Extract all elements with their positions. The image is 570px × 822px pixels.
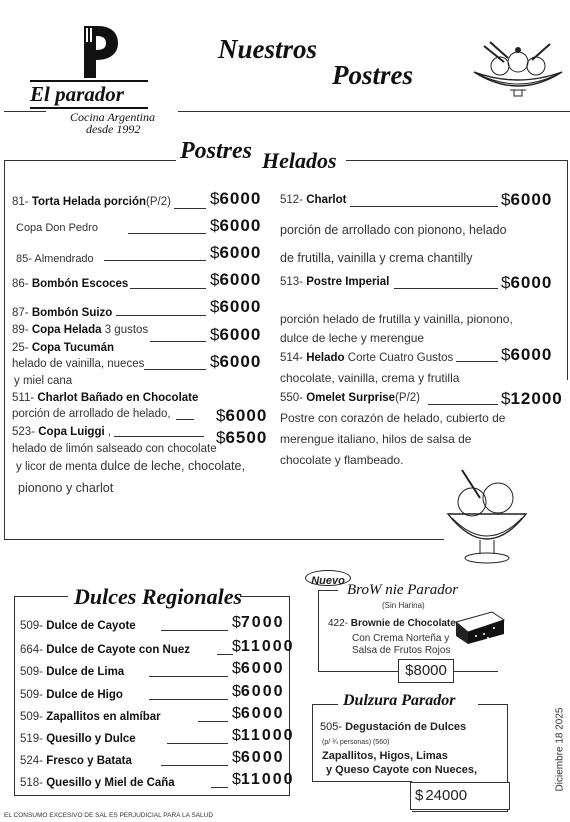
table-row (20, 777, 175, 789)
item-num: 524- (20, 755, 44, 767)
helados-title-1: Postres (180, 138, 252, 164)
price: $11000 (232, 727, 295, 744)
leader-line (198, 721, 228, 722)
list-item: 422- Brownie de Chocolate (328, 618, 456, 629)
brownie-title: BroW nie Parador (347, 582, 459, 598)
list-item: 523- Copa Luiggi , (12, 426, 112, 438)
price: $7000 (232, 614, 285, 631)
list-item: 87- Bombón Suizo (12, 307, 113, 319)
brownie-illustration-icon (452, 608, 508, 644)
item-num: 509- (20, 689, 44, 701)
item-desc: Postre con corazón de helado, cubierto de merengue italiano, hilos de salsa de chocolate y flambeado. (280, 411, 506, 467)
price: $11000 (232, 638, 295, 655)
item-name: Fresco y Batata (46, 755, 132, 767)
list-item: 25- Copa Tucumán (12, 342, 115, 354)
item-desc: porción de arrollado de helado, (12, 408, 171, 420)
brand-name: El parador (30, 82, 124, 106)
item-num: 509- (20, 620, 44, 632)
item-name: Dulce de Lima (46, 666, 125, 678)
list-item: 513- Postre Imperial (280, 276, 390, 288)
table-row (20, 689, 123, 701)
price: $6000 (210, 189, 262, 208)
table-row (20, 755, 132, 767)
price: $6000 (210, 297, 262, 316)
price: $12000 (501, 389, 563, 408)
item-name: Quesillo y Dulce (46, 733, 136, 745)
header-line-right (178, 111, 570, 112)
item-desc: y licor de menta dulce de leche, chocolate, (16, 459, 245, 473)
dulzura-title: Dulzura Parador (343, 692, 456, 709)
item-desc: y miel cana (14, 375, 73, 387)
price: $6000 (232, 705, 285, 722)
item-name: Dulce de Cayote (46, 620, 136, 632)
list-item: 89- Copa Helada 3 gustos (12, 324, 149, 336)
price: $6000 (210, 352, 262, 371)
price: $6000 (210, 270, 262, 289)
brand-tagline-1: Cocina Argentina (70, 110, 155, 124)
leader-line (217, 654, 233, 655)
list-item: 505- Degustación de Dulces (320, 721, 467, 733)
item-num: 509- (20, 666, 44, 678)
brownie-subtitle: (Sin Harina) (382, 601, 425, 610)
page-title-line-2: Postres (332, 60, 413, 90)
item-desc: helado de limón salseado con chocolate (12, 443, 217, 455)
price: $6000 (210, 325, 262, 344)
leader-line (167, 743, 228, 744)
price: $6000 (501, 190, 553, 209)
price: $6000 (210, 216, 262, 235)
price: $6000 (232, 749, 285, 766)
item-desc: Con Crema Norteña y Salsa de Frutos Rojos (352, 633, 451, 656)
fork-p-logo-icon (78, 24, 120, 80)
leader-line (161, 630, 228, 631)
page-title-line-1: Nuestros (218, 34, 318, 64)
item-num: 509- (20, 711, 44, 723)
brownie-price-box: $8000 (398, 659, 454, 683)
side-date: Diciembre 18 2025 (554, 707, 566, 792)
table-row (20, 644, 190, 656)
item-num: 664- (20, 644, 44, 656)
item-name: Quesillo y Miel de Caña (46, 777, 175, 789)
list-item: 511- Charlot Bañado en Chocolate (12, 392, 199, 404)
price: $6500 (216, 428, 268, 447)
regionales-title: Dulces Regionales (74, 584, 243, 609)
table-row (20, 711, 161, 723)
leader-line (161, 765, 228, 766)
dulzura-price-box: $ 24000 (410, 782, 510, 810)
table-row (20, 620, 136, 632)
helados-title-2: Helados (262, 148, 337, 173)
price: $11000 (232, 771, 295, 788)
item-note: (p/ ¾ personas) (560) (322, 739, 390, 746)
list-item: Copa Don Pedro (16, 222, 98, 234)
item-desc: porción helado de frutilla y vainilla, pionono, dulce de leche y merengue (280, 312, 513, 345)
price: $6000 (501, 345, 553, 364)
item-desc: helado de vainilla, nueces (12, 358, 145, 370)
item-desc: pionono y charlot (18, 481, 114, 495)
list-item: 86- Bombón Escoces (12, 278, 129, 290)
item-name: Zapallitos en almíbar (46, 711, 161, 723)
item-name: Dulce de Higo (46, 689, 123, 701)
price: $6000 (216, 406, 268, 425)
footer-notice: EL CONSUMO EXCESIVO DE SAL ES PERJUDICIAL PARA LA SALUD (4, 812, 214, 819)
item-num: 518- (20, 777, 44, 789)
list-item: 550- Omelet Surprise(P/2) (280, 392, 420, 404)
leader-line (149, 699, 228, 700)
leader-line (211, 787, 228, 788)
price: $6000 (501, 273, 553, 292)
brand-tagline-2: desde 1992 (86, 122, 141, 136)
list-item: 81- Torta Helada porción(P/2) (12, 196, 171, 208)
price: $6000 (210, 243, 262, 262)
logo (30, 24, 180, 136)
price: $6000 (232, 683, 285, 700)
table-row (20, 666, 124, 678)
nuevo-badge: Nuevo (305, 570, 351, 586)
item-desc: chocolate, vainilla, crema y frutilla (280, 371, 460, 385)
price: $6000 (232, 660, 285, 677)
list-item: 514- Helado Corte Cuatro Gustos (280, 352, 454, 364)
list-item: 512- Charlot (280, 194, 347, 206)
leader-line (149, 676, 228, 677)
item-desc: porción de arrollado con pionono, helado de frutilla, vainilla y crema chantilly (280, 223, 507, 265)
item-num: 519- (20, 733, 44, 745)
item-desc: Zapallitos, Higos, Limas y Queso Cayote con Nueces, (322, 750, 477, 776)
item-name: Dulce de Cayote con Nuez (46, 644, 191, 656)
list-item: 85- Almendrado (16, 253, 94, 265)
header-line-left (4, 111, 46, 112)
ice-cream-cup-illustration-icon (440, 464, 534, 568)
table-row (20, 733, 136, 745)
sundae-boat-illustration-icon (470, 40, 566, 100)
